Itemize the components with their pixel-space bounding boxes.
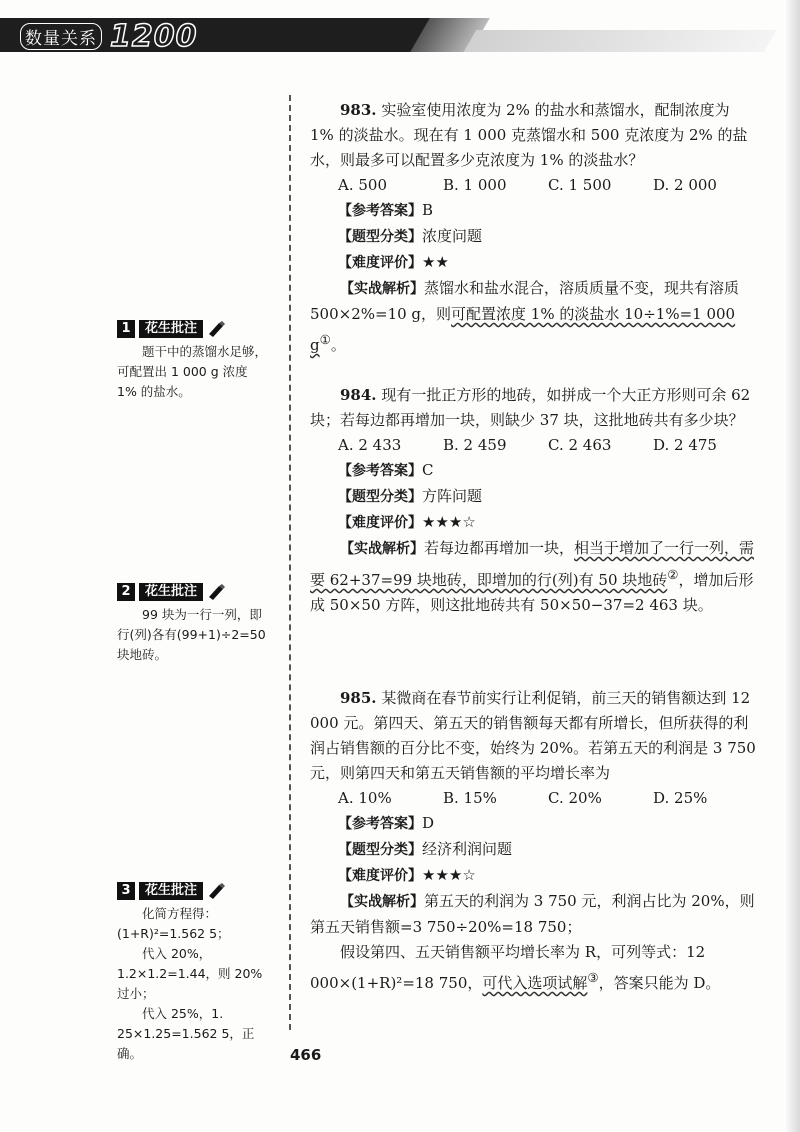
option-a: A. 2 433 (338, 436, 402, 454)
answer-label: 【参考答案】 (338, 203, 422, 219)
column-divider (289, 95, 291, 1030)
analysis-label: 【实战解析】 (340, 894, 424, 910)
question-number: 985. (340, 689, 377, 707)
type-value: 方阵问题 (422, 487, 483, 505)
question-options (310, 173, 758, 198)
note-header (117, 320, 267, 338)
note-number: 3 (117, 882, 135, 900)
note-reference: ① (319, 332, 331, 347)
note-line: 题干中的蒸馏水足够，可配置出 1 000 g 浓度 1% 的盐水。 (117, 344, 268, 399)
note-header (117, 583, 267, 601)
note-body (117, 342, 267, 402)
series-title-cn: 数量关系 (20, 23, 102, 50)
note-body (117, 904, 267, 1064)
answer-label: 【参考答案】 (338, 816, 422, 832)
analysis-paragraph (310, 276, 758, 358)
difficulty-stars: ★★★☆ (422, 866, 476, 884)
option-b: B. 2 459 (443, 436, 507, 454)
note-reference: ② (667, 567, 679, 582)
type-row (310, 484, 758, 510)
question-text: 某微商在春节前实行让利促销，前三天的销售额达到 12 000 元。第四天、第五天的销售额每天都有所增长，但所获得的利润占销售额的百分比不变，始终为 20%。若第五天的利润是 3 750 元，则第四天和第五天销售额的平均增长率为 (310, 689, 756, 782)
pencil-note-icon (207, 320, 227, 338)
answer-row (310, 198, 758, 224)
analysis-label: 【实战解析】 (340, 281, 424, 297)
note-line: 代入 20%，1.2×1.2=1.44，则 20%过小； (117, 946, 263, 1001)
option-c: C. 1 500 (548, 176, 612, 194)
analysis-text: 假设第四、五天销售额平均增长率为 R，可列等式：12 000×(1+R)²=18 750， (310, 943, 706, 992)
question-number: 983. (340, 101, 377, 119)
difficulty-row (310, 250, 758, 276)
answer-value: D (422, 814, 435, 832)
note-reference: ③ (587, 970, 599, 985)
page-number: 466 (290, 1046, 322, 1064)
difficulty-stars: ★★★☆ (422, 513, 476, 531)
analysis-key-point: 可配置浓度 1% 的淡盐水 10÷1%=1 000 g (310, 305, 736, 354)
pencil-note-icon (207, 882, 227, 900)
note-title: 花生批注 (139, 583, 203, 601)
type-label: 【题型分类】 (338, 229, 422, 245)
difficulty-label: 【难度评价】 (338, 255, 422, 271)
analysis-text-end: 。 (330, 336, 346, 354)
page-edge-shadow (786, 0, 800, 1132)
option-b: B. 1 000 (443, 176, 507, 194)
answer-row (310, 811, 758, 837)
option-a: A. 500 (338, 176, 387, 194)
note-line: 代入 25%，1. 25×1.25=1.562 5，正确。 (117, 1006, 255, 1061)
analysis-text: 第五天的利润为 3 750 元，利润占比为 20%，则第五天销售额=3 750÷20%=18 750； (310, 892, 755, 936)
side-note-1 (117, 320, 267, 402)
question-984 (310, 383, 758, 618)
question-stem (310, 686, 758, 786)
analysis-text: 蒸馏水和盐水混合，溶质质量不变，现共有溶质 500×2%=10 g，则 (310, 279, 740, 323)
difficulty-stars: ★★ (422, 253, 449, 271)
note-header (117, 882, 267, 900)
note-number: 2 (117, 583, 135, 601)
type-value: 浓度问题 (422, 227, 483, 245)
option-d: D. 2 000 (653, 176, 717, 194)
analysis-text-end: ，增加后形成 50×50 方阵，则这批地砖共有 50×50−37=2 463 块。 (310, 571, 754, 614)
question-number: 984. (340, 386, 377, 404)
header-light-stripe (464, 30, 777, 52)
type-row (310, 224, 758, 250)
analysis-paragraph (310, 889, 758, 940)
answer-value: C (422, 461, 434, 479)
option-b: B. 15% (443, 789, 497, 807)
type-label: 【题型分类】 (338, 842, 422, 858)
type-row (310, 837, 758, 863)
analysis-paragraph (310, 536, 758, 618)
question-text: 实验室使用浓度为 2% 的盐水和蒸馏水，配制浓度为 1% 的淡盐水。现在有 1 000 克蒸馏水和 500 克浓度为 2% 的盐水，则最多可以配置多少克浓度为 1% 的淡盐水？ (310, 101, 748, 169)
question-stem (310, 383, 758, 433)
option-c: C. 20% (548, 789, 602, 807)
side-note-2 (117, 583, 267, 665)
analysis-text: 若每边都再增加一块， (424, 539, 575, 557)
note-title: 花生批注 (139, 882, 203, 900)
analysis-key-point: 相当于增加了一行一列，需要 62+37=99 块地砖，即增加的行(列)有 50 块地砖 (310, 539, 755, 589)
note-body (117, 605, 267, 665)
analysis-label: 【实战解析】 (340, 541, 424, 557)
question-text: 现有一批正方形的地砖，如拼成一个大正方形则可余 62 块；若每边都再增加一块，则缺少 37 块，这批地砖共有多少块？ (310, 386, 751, 429)
analysis-paragraph-2 (310, 940, 758, 996)
note-number: 1 (117, 320, 135, 338)
analysis-text-end: ，答案只能为 D。 (598, 974, 721, 992)
note-line: 99 块为一行一列，即行(列)各有(99+1)÷2=50 块地砖。 (117, 607, 266, 662)
analysis-key-point: 可代入选项试解 (482, 974, 588, 992)
option-a: A. 10% (338, 789, 392, 807)
note-title: 花生批注 (139, 320, 203, 338)
answer-row (310, 458, 758, 484)
pencil-note-icon (207, 583, 227, 601)
question-985 (310, 686, 758, 996)
difficulty-label: 【难度评价】 (338, 868, 422, 884)
difficulty-row (310, 863, 758, 889)
option-d: D. 2 475 (653, 436, 717, 454)
series-title (20, 18, 198, 54)
page-header (0, 0, 800, 60)
question-options (310, 786, 758, 811)
difficulty-row (310, 510, 758, 536)
type-label: 【题型分类】 (338, 489, 422, 505)
answer-value: B (422, 201, 434, 219)
answer-label: 【参考答案】 (338, 463, 422, 479)
difficulty-label: 【难度评价】 (338, 515, 422, 531)
option-d: D. 25% (653, 789, 708, 807)
side-note-3 (117, 882, 267, 1064)
option-c: C. 2 463 (548, 436, 612, 454)
series-title-number: 1200 (110, 18, 198, 54)
type-value: 经济利润问题 (422, 840, 513, 858)
note-line: 化简方程得：(1+R)²=1.562 5； (117, 906, 230, 941)
question-983 (310, 98, 758, 358)
question-stem (310, 98, 758, 173)
question-options (310, 433, 758, 458)
